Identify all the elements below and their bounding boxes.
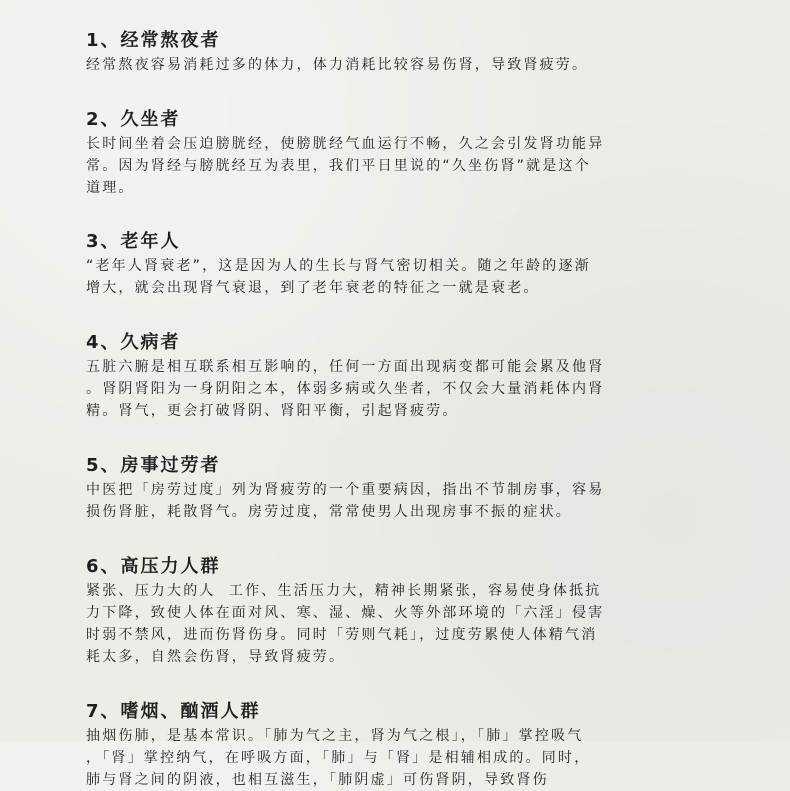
section-high-pressure (86, 554, 762, 668)
section-heading: 5、房事过劳者 (86, 455, 221, 476)
section-heading: 2、久坐者 (86, 109, 181, 130)
section-heading: 3、老年人 (86, 231, 181, 252)
section-body: 紧张、压力大的人 工作、生活压力大，精神长期紧张，容易使身体抵抗 力下降，致使人体在面对风、寒、湿、燥、火等外部环境的「六淫」侵害 时弱不禁风，进而伤肾伤身。同时「劳则气耗」，过度劳累使人体精气消 耗太多，自然会伤肾，导致肾疲劳。 (86, 583, 605, 665)
section-body: 五脏六腑是相互联系相互影响的，任何一方面出现病变都可能会累及他肾 。肾阴肾阳为一身阴阳之本，体弱多病或久坐者，不仅会大量消耗体内肾 精。肾气，更会打破肾阴、肾阳平衡，引起肾疲劳。 (86, 359, 605, 419)
section-body: “老年人肾衰老”，这是因为人的生长与肾气密切相关。随之年龄的逐渐 增大，就会出现肾气衰退，到了老年衰老的特征之一就是衰老。 (86, 258, 591, 296)
section-body: 抽烟伤肺，是基本常识。「肺为气之主，肾为气之根」，「肺」掌控吸气 ，「肾」掌控纳气，在呼吸方面，「肺」与「肾」是相辅相成的。同时， 肺与肾之间的阴液，也相互滋生，「肺阴虚」可伤肾阴，导致肾伤 (86, 728, 591, 788)
section-heading: 4、久病者 (86, 332, 181, 353)
section-heading: 6、高压力人群 (86, 556, 221, 577)
section-body: 中医把「房劳过度」列为肾疲劳的一个重要病因，指出不节制房事，容易 损伤肾脏，耗散肾气。房劳过度，常常使男人出现房事不振的症状。 (86, 482, 605, 520)
section-smoking-drinking (86, 699, 762, 791)
section-body: 经常熬夜容易消耗过多的体力，体力消耗比较容易伤肾，导致肾疲劳。 (86, 57, 589, 73)
section-body: 长时间坐着会压迫膀胱经，使膀胱经气血运行不畅，久之会引发肾功能异 常。因为肾经与膀胱经互为表里，我们平日里说的“久坐伤肾”就是这个 道理。 (86, 136, 605, 196)
section-heading: 7、嗜烟、酗酒人群 (86, 701, 261, 722)
section-heading: 1、经常熬夜者 (86, 30, 221, 51)
section-sedentary (86, 107, 762, 199)
section-chronic-illness (86, 330, 762, 422)
section-late-nights (86, 28, 762, 76)
section-overexertion (86, 453, 762, 523)
section-elderly (86, 229, 762, 299)
